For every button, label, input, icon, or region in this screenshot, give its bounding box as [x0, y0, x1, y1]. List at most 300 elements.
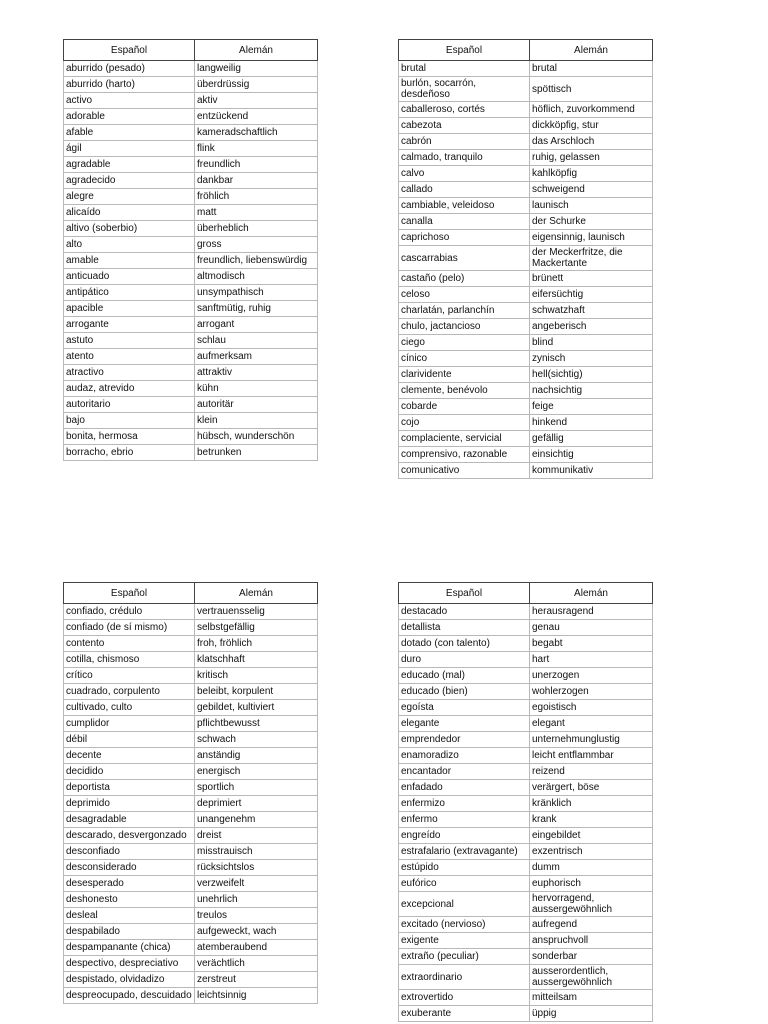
german-term: hervorragend, aussergewöhnlich	[530, 892, 653, 917]
table-row	[399, 335, 653, 351]
table-row	[399, 61, 653, 77]
german-term: einsichtig	[530, 447, 653, 463]
german-term: anspruchvoll	[530, 933, 653, 949]
spanish-term: charlatán, parlanchín	[399, 303, 530, 319]
spanish-term: enfadado	[399, 780, 530, 796]
spanish-term: confiado, crédulo	[64, 604, 195, 620]
table-row	[64, 828, 318, 844]
german-term: aufregend	[530, 917, 653, 933]
table-row	[64, 604, 318, 620]
table-row	[64, 93, 318, 109]
german-term: klein	[195, 413, 318, 429]
spanish-term: excepcional	[399, 892, 530, 917]
table-row	[64, 956, 318, 972]
spanish-term: antipático	[64, 285, 195, 301]
german-term: hinkend	[530, 415, 653, 431]
spanish-term: deportista	[64, 780, 195, 796]
spanish-term: atento	[64, 349, 195, 365]
spanish-term: arrogante	[64, 317, 195, 333]
german-term: aufgeweckt, wach	[195, 924, 318, 940]
german-term: feige	[530, 399, 653, 415]
spanish-term: canalla	[399, 214, 530, 230]
german-term: reizend	[530, 764, 653, 780]
spanish-term: deprimido	[64, 796, 195, 812]
german-term: hart	[530, 652, 653, 668]
german-term: klatschhaft	[195, 652, 318, 668]
german-term: pflichtbewusst	[195, 716, 318, 732]
german-term: froh, fröhlich	[195, 636, 318, 652]
spanish-term: despectivo, despreciativo	[64, 956, 195, 972]
spanish-term: extraordinario	[399, 965, 530, 990]
spanish-term: decidido	[64, 764, 195, 780]
german-term: atemberaubend	[195, 940, 318, 956]
german-term: angeberisch	[530, 319, 653, 335]
spanish-term: exigente	[399, 933, 530, 949]
spanish-term: estrafalario (extravagante)	[399, 844, 530, 860]
german-term: dankbar	[195, 173, 318, 189]
table-row	[399, 700, 653, 716]
table-row	[399, 431, 653, 447]
german-term: blind	[530, 335, 653, 351]
spanish-term: atractivo	[64, 365, 195, 381]
spanish-term: extrovertido	[399, 990, 530, 1006]
table-row	[64, 109, 318, 125]
table-row	[399, 748, 653, 764]
german-term: kritisch	[195, 668, 318, 684]
german-term: attraktiv	[195, 365, 318, 381]
column-header-german: Alemán	[195, 40, 318, 61]
german-term: gebildet, kultiviert	[195, 700, 318, 716]
table-row	[399, 764, 653, 780]
german-term: hübsch, wunderschön	[195, 429, 318, 445]
spanish-term: castaño (pelo)	[399, 271, 530, 287]
spanish-term: burlón, socarrón, desdeñoso	[399, 77, 530, 102]
german-term: freundlich, liebenswürdig	[195, 253, 318, 269]
german-term: gefällig	[530, 431, 653, 447]
german-term: aufmerksam	[195, 349, 318, 365]
spanish-term: chulo, jactancioso	[399, 319, 530, 335]
column-header-german: Alemán	[530, 583, 653, 604]
table-row	[399, 716, 653, 732]
spanish-term: celoso	[399, 287, 530, 303]
german-term: dreist	[195, 828, 318, 844]
spanish-term: aburrido (pesado)	[64, 61, 195, 77]
german-term: leicht entflammbar	[530, 748, 653, 764]
table-row	[399, 933, 653, 949]
spanish-term: deshonesto	[64, 892, 195, 908]
spanish-term: despampanante (chica)	[64, 940, 195, 956]
german-term: vertrauensselig	[195, 604, 318, 620]
german-term: das Arschloch	[530, 134, 653, 150]
table-row	[64, 429, 318, 445]
spanish-term: audaz, atrevido	[64, 381, 195, 397]
spanish-term: despabilado	[64, 924, 195, 940]
german-term: schwatzhaft	[530, 303, 653, 319]
spanish-term: brutal	[399, 61, 530, 77]
german-term: zynisch	[530, 351, 653, 367]
german-term: altmodisch	[195, 269, 318, 285]
german-term: matt	[195, 205, 318, 221]
table-row	[64, 269, 318, 285]
spanish-term: alicaído	[64, 205, 195, 221]
spanish-term: despreocupado, descuidado	[64, 988, 195, 1004]
german-term: kahlköpfig	[530, 166, 653, 182]
spanish-term: ágil	[64, 141, 195, 157]
german-term: unehrlich	[195, 892, 318, 908]
german-term: unangenehm	[195, 812, 318, 828]
spanish-term: confiado (de sí mismo)	[64, 620, 195, 636]
spanish-term: amable	[64, 253, 195, 269]
spanish-term: descarado, desvergonzado	[64, 828, 195, 844]
table-row	[64, 205, 318, 221]
german-term: kameradschaftlich	[195, 125, 318, 141]
german-term: verärgert, böse	[530, 780, 653, 796]
spanish-term: desconsiderado	[64, 860, 195, 876]
german-term: herausragend	[530, 604, 653, 620]
table-row	[64, 988, 318, 1004]
table-row	[64, 253, 318, 269]
spanish-term: cumplidor	[64, 716, 195, 732]
table-row	[64, 892, 318, 908]
spanish-term: estúpido	[399, 860, 530, 876]
table-row	[64, 764, 318, 780]
spanish-term: borracho, ebrio	[64, 445, 195, 461]
german-term: brünett	[530, 271, 653, 287]
table-row	[399, 287, 653, 303]
table-row	[399, 965, 653, 990]
spanish-term: agradecido	[64, 173, 195, 189]
german-term: egoistisch	[530, 700, 653, 716]
spanish-term: desagradable	[64, 812, 195, 828]
table-row	[64, 125, 318, 141]
table-row	[399, 892, 653, 917]
table-row	[399, 214, 653, 230]
spanish-term: despistado, olvidadizo	[64, 972, 195, 988]
table-row	[399, 780, 653, 796]
table-row	[399, 447, 653, 463]
spanish-term: bonita, hermosa	[64, 429, 195, 445]
table-row	[399, 949, 653, 965]
table-row	[64, 636, 318, 652]
german-term: eifersüchtig	[530, 287, 653, 303]
spanish-term: cabezota	[399, 118, 530, 134]
german-term: unternehmunglustig	[530, 732, 653, 748]
table-row	[64, 908, 318, 924]
table-row	[64, 700, 318, 716]
german-term: kommunikativ	[530, 463, 653, 479]
spanish-term: cascarrabias	[399, 246, 530, 271]
table-row	[399, 198, 653, 214]
german-term: höflich, zuvorkommend	[530, 102, 653, 118]
vocabulary-table-3	[63, 582, 318, 1004]
table-row	[64, 732, 318, 748]
spanish-term: comunicativo	[399, 463, 530, 479]
german-term: verächtlich	[195, 956, 318, 972]
german-term: elegant	[530, 716, 653, 732]
german-term: eigensinnig, launisch	[530, 230, 653, 246]
spanish-term: decente	[64, 748, 195, 764]
german-term: dickköpfig, stur	[530, 118, 653, 134]
table-header-row	[399, 40, 653, 61]
spanish-term: cobarde	[399, 399, 530, 415]
german-term: hell(sichtig)	[530, 367, 653, 383]
german-term: sanftmütig, ruhig	[195, 301, 318, 317]
vocabulary-table-1	[63, 39, 318, 461]
german-term: unsympathisch	[195, 285, 318, 301]
german-term: begabt	[530, 636, 653, 652]
table-row	[64, 365, 318, 381]
table-row	[399, 118, 653, 134]
table-row	[64, 860, 318, 876]
table-row	[399, 134, 653, 150]
german-term: verzweifelt	[195, 876, 318, 892]
table-row	[399, 399, 653, 415]
table-row	[64, 940, 318, 956]
spanish-term: desconfiado	[64, 844, 195, 860]
spanish-term: cuadrado, corpulento	[64, 684, 195, 700]
table-row	[64, 413, 318, 429]
table-row	[399, 150, 653, 166]
spanish-term: adorable	[64, 109, 195, 125]
spanish-term: contento	[64, 636, 195, 652]
spanish-term: desesperado	[64, 876, 195, 892]
table-row	[399, 636, 653, 652]
german-term: nachsichtig	[530, 383, 653, 399]
german-term: launisch	[530, 198, 653, 214]
table-row	[399, 860, 653, 876]
german-term: misstrauisch	[195, 844, 318, 860]
table-row	[64, 189, 318, 205]
table-row	[64, 668, 318, 684]
table-row	[64, 173, 318, 189]
table-row	[64, 684, 318, 700]
spanish-term: astuto	[64, 333, 195, 349]
german-term: treulos	[195, 908, 318, 924]
table-row	[64, 349, 318, 365]
spanish-term: cabrón	[399, 134, 530, 150]
column-header-spanish: Español	[399, 40, 530, 61]
spanish-term: enfermizo	[399, 796, 530, 812]
spanish-term: apacible	[64, 301, 195, 317]
table-row	[399, 684, 653, 700]
spanish-term: clemente, benévolo	[399, 383, 530, 399]
table-row	[64, 844, 318, 860]
spanish-term: débil	[64, 732, 195, 748]
table-row	[64, 652, 318, 668]
german-term: schlau	[195, 333, 318, 349]
german-term: eingebildet	[530, 828, 653, 844]
table-row	[399, 1006, 653, 1022]
table-row	[64, 780, 318, 796]
german-term: genau	[530, 620, 653, 636]
spanish-term: duro	[399, 652, 530, 668]
spanish-term: calmado, tranquilo	[399, 150, 530, 166]
spanish-term: bajo	[64, 413, 195, 429]
table-row	[64, 301, 318, 317]
table-row	[399, 990, 653, 1006]
spanish-term: encantador	[399, 764, 530, 780]
spanish-term: alegre	[64, 189, 195, 205]
spanish-term: enfermo	[399, 812, 530, 828]
german-term: exzentrisch	[530, 844, 653, 860]
table-row	[64, 333, 318, 349]
table-row	[399, 271, 653, 287]
table-row	[399, 166, 653, 182]
table-row	[399, 844, 653, 860]
german-term: kränklich	[530, 796, 653, 812]
spanish-term: caprichoso	[399, 230, 530, 246]
table-row	[399, 182, 653, 198]
table-row	[64, 381, 318, 397]
table-row	[64, 61, 318, 77]
table-row	[399, 620, 653, 636]
german-term: dumm	[530, 860, 653, 876]
german-term: arrogant	[195, 317, 318, 333]
spanish-term: exuberante	[399, 1006, 530, 1022]
table-row	[64, 221, 318, 237]
spanish-term: cambiable, veleidoso	[399, 198, 530, 214]
table-row	[64, 141, 318, 157]
spanish-term: anticuado	[64, 269, 195, 285]
column-header-spanish: Español	[399, 583, 530, 604]
table-row	[399, 917, 653, 933]
german-term: zerstreut	[195, 972, 318, 988]
german-term: freundlich	[195, 157, 318, 173]
german-term: spöttisch	[530, 77, 653, 102]
table-row	[64, 157, 318, 173]
spanish-term: egoísta	[399, 700, 530, 716]
spanish-term: complaciente, servicial	[399, 431, 530, 447]
german-term: leichtsinnig	[195, 988, 318, 1004]
german-term: sportlich	[195, 780, 318, 796]
spanish-term: agradable	[64, 157, 195, 173]
german-term: schwach	[195, 732, 318, 748]
german-term: überdrüssig	[195, 77, 318, 93]
spanish-term: ciego	[399, 335, 530, 351]
german-term: mitteilsam	[530, 990, 653, 1006]
spanish-term: clarividente	[399, 367, 530, 383]
table-row	[64, 285, 318, 301]
german-term: der Meckerfritze, die Mackertante	[530, 246, 653, 271]
spanish-term: aburrido (harto)	[64, 77, 195, 93]
german-term: autoritär	[195, 397, 318, 413]
table-row	[399, 463, 653, 479]
column-header-german: Alemán	[195, 583, 318, 604]
spanish-term: cojo	[399, 415, 530, 431]
german-term: brutal	[530, 61, 653, 77]
table-row	[399, 604, 653, 620]
table-row	[64, 796, 318, 812]
table-row	[399, 796, 653, 812]
spanish-term: educado (mal)	[399, 668, 530, 684]
table-row	[399, 77, 653, 102]
german-term: schweigend	[530, 182, 653, 198]
table-row	[64, 876, 318, 892]
german-term: deprimiert	[195, 796, 318, 812]
german-term: energisch	[195, 764, 318, 780]
table-row	[399, 102, 653, 118]
spanish-term: caballeroso, cortés	[399, 102, 530, 118]
table-row	[399, 351, 653, 367]
spanish-term: extraño (peculiar)	[399, 949, 530, 965]
table-row	[399, 319, 653, 335]
spanish-term: activo	[64, 93, 195, 109]
german-term: betrunken	[195, 445, 318, 461]
german-term: kühn	[195, 381, 318, 397]
table-row	[64, 445, 318, 461]
table-row	[64, 924, 318, 940]
table-row	[64, 77, 318, 93]
table-row	[399, 246, 653, 271]
spanish-term: cotilla, chismoso	[64, 652, 195, 668]
spanish-term: alto	[64, 237, 195, 253]
table-row	[399, 812, 653, 828]
table-row	[399, 303, 653, 319]
spanish-term: afable	[64, 125, 195, 141]
german-term: ruhig, gelassen	[530, 150, 653, 166]
german-term: flink	[195, 141, 318, 157]
spanish-term: dotado (con talento)	[399, 636, 530, 652]
german-term: unerzogen	[530, 668, 653, 684]
column-header-spanish: Español	[64, 40, 195, 61]
column-header-german: Alemán	[530, 40, 653, 61]
german-term: fröhlich	[195, 189, 318, 205]
spanish-term: detallista	[399, 620, 530, 636]
table-header-row	[64, 583, 318, 604]
german-term: selbstgefällig	[195, 620, 318, 636]
vocabulary-table-2	[398, 39, 653, 479]
table-row	[64, 716, 318, 732]
german-term: gross	[195, 237, 318, 253]
german-term: ausserordentlich, aussergewöhnlich	[530, 965, 653, 990]
table-row	[399, 415, 653, 431]
spanish-term: cínico	[399, 351, 530, 367]
spanish-term: excitado (nervioso)	[399, 917, 530, 933]
german-term: anständig	[195, 748, 318, 764]
table-row	[399, 383, 653, 399]
table-row	[399, 367, 653, 383]
table-row	[64, 812, 318, 828]
german-term: wohlerzogen	[530, 684, 653, 700]
table-row	[64, 317, 318, 333]
table-row	[64, 748, 318, 764]
table-row	[64, 237, 318, 253]
german-term: langweilig	[195, 61, 318, 77]
german-term: der Schurke	[530, 214, 653, 230]
table-row	[64, 972, 318, 988]
table-row	[399, 668, 653, 684]
spanish-term: calvo	[399, 166, 530, 182]
spanish-term: educado (bien)	[399, 684, 530, 700]
table-row	[399, 652, 653, 668]
table-row	[64, 397, 318, 413]
german-term: üppig	[530, 1006, 653, 1022]
table-row	[399, 732, 653, 748]
vocabulary-table-4	[398, 582, 653, 1022]
spanish-term: altivo (soberbio)	[64, 221, 195, 237]
german-term: aktiv	[195, 93, 318, 109]
column-header-spanish: Español	[64, 583, 195, 604]
german-term: rücksichtslos	[195, 860, 318, 876]
spanish-term: eufórico	[399, 876, 530, 892]
german-term: überheblich	[195, 221, 318, 237]
spanish-term: engreído	[399, 828, 530, 844]
german-term: euphorisch	[530, 876, 653, 892]
spanish-term: destacado	[399, 604, 530, 620]
spanish-term: cultivado, culto	[64, 700, 195, 716]
german-term: krank	[530, 812, 653, 828]
table-header-row	[399, 583, 653, 604]
